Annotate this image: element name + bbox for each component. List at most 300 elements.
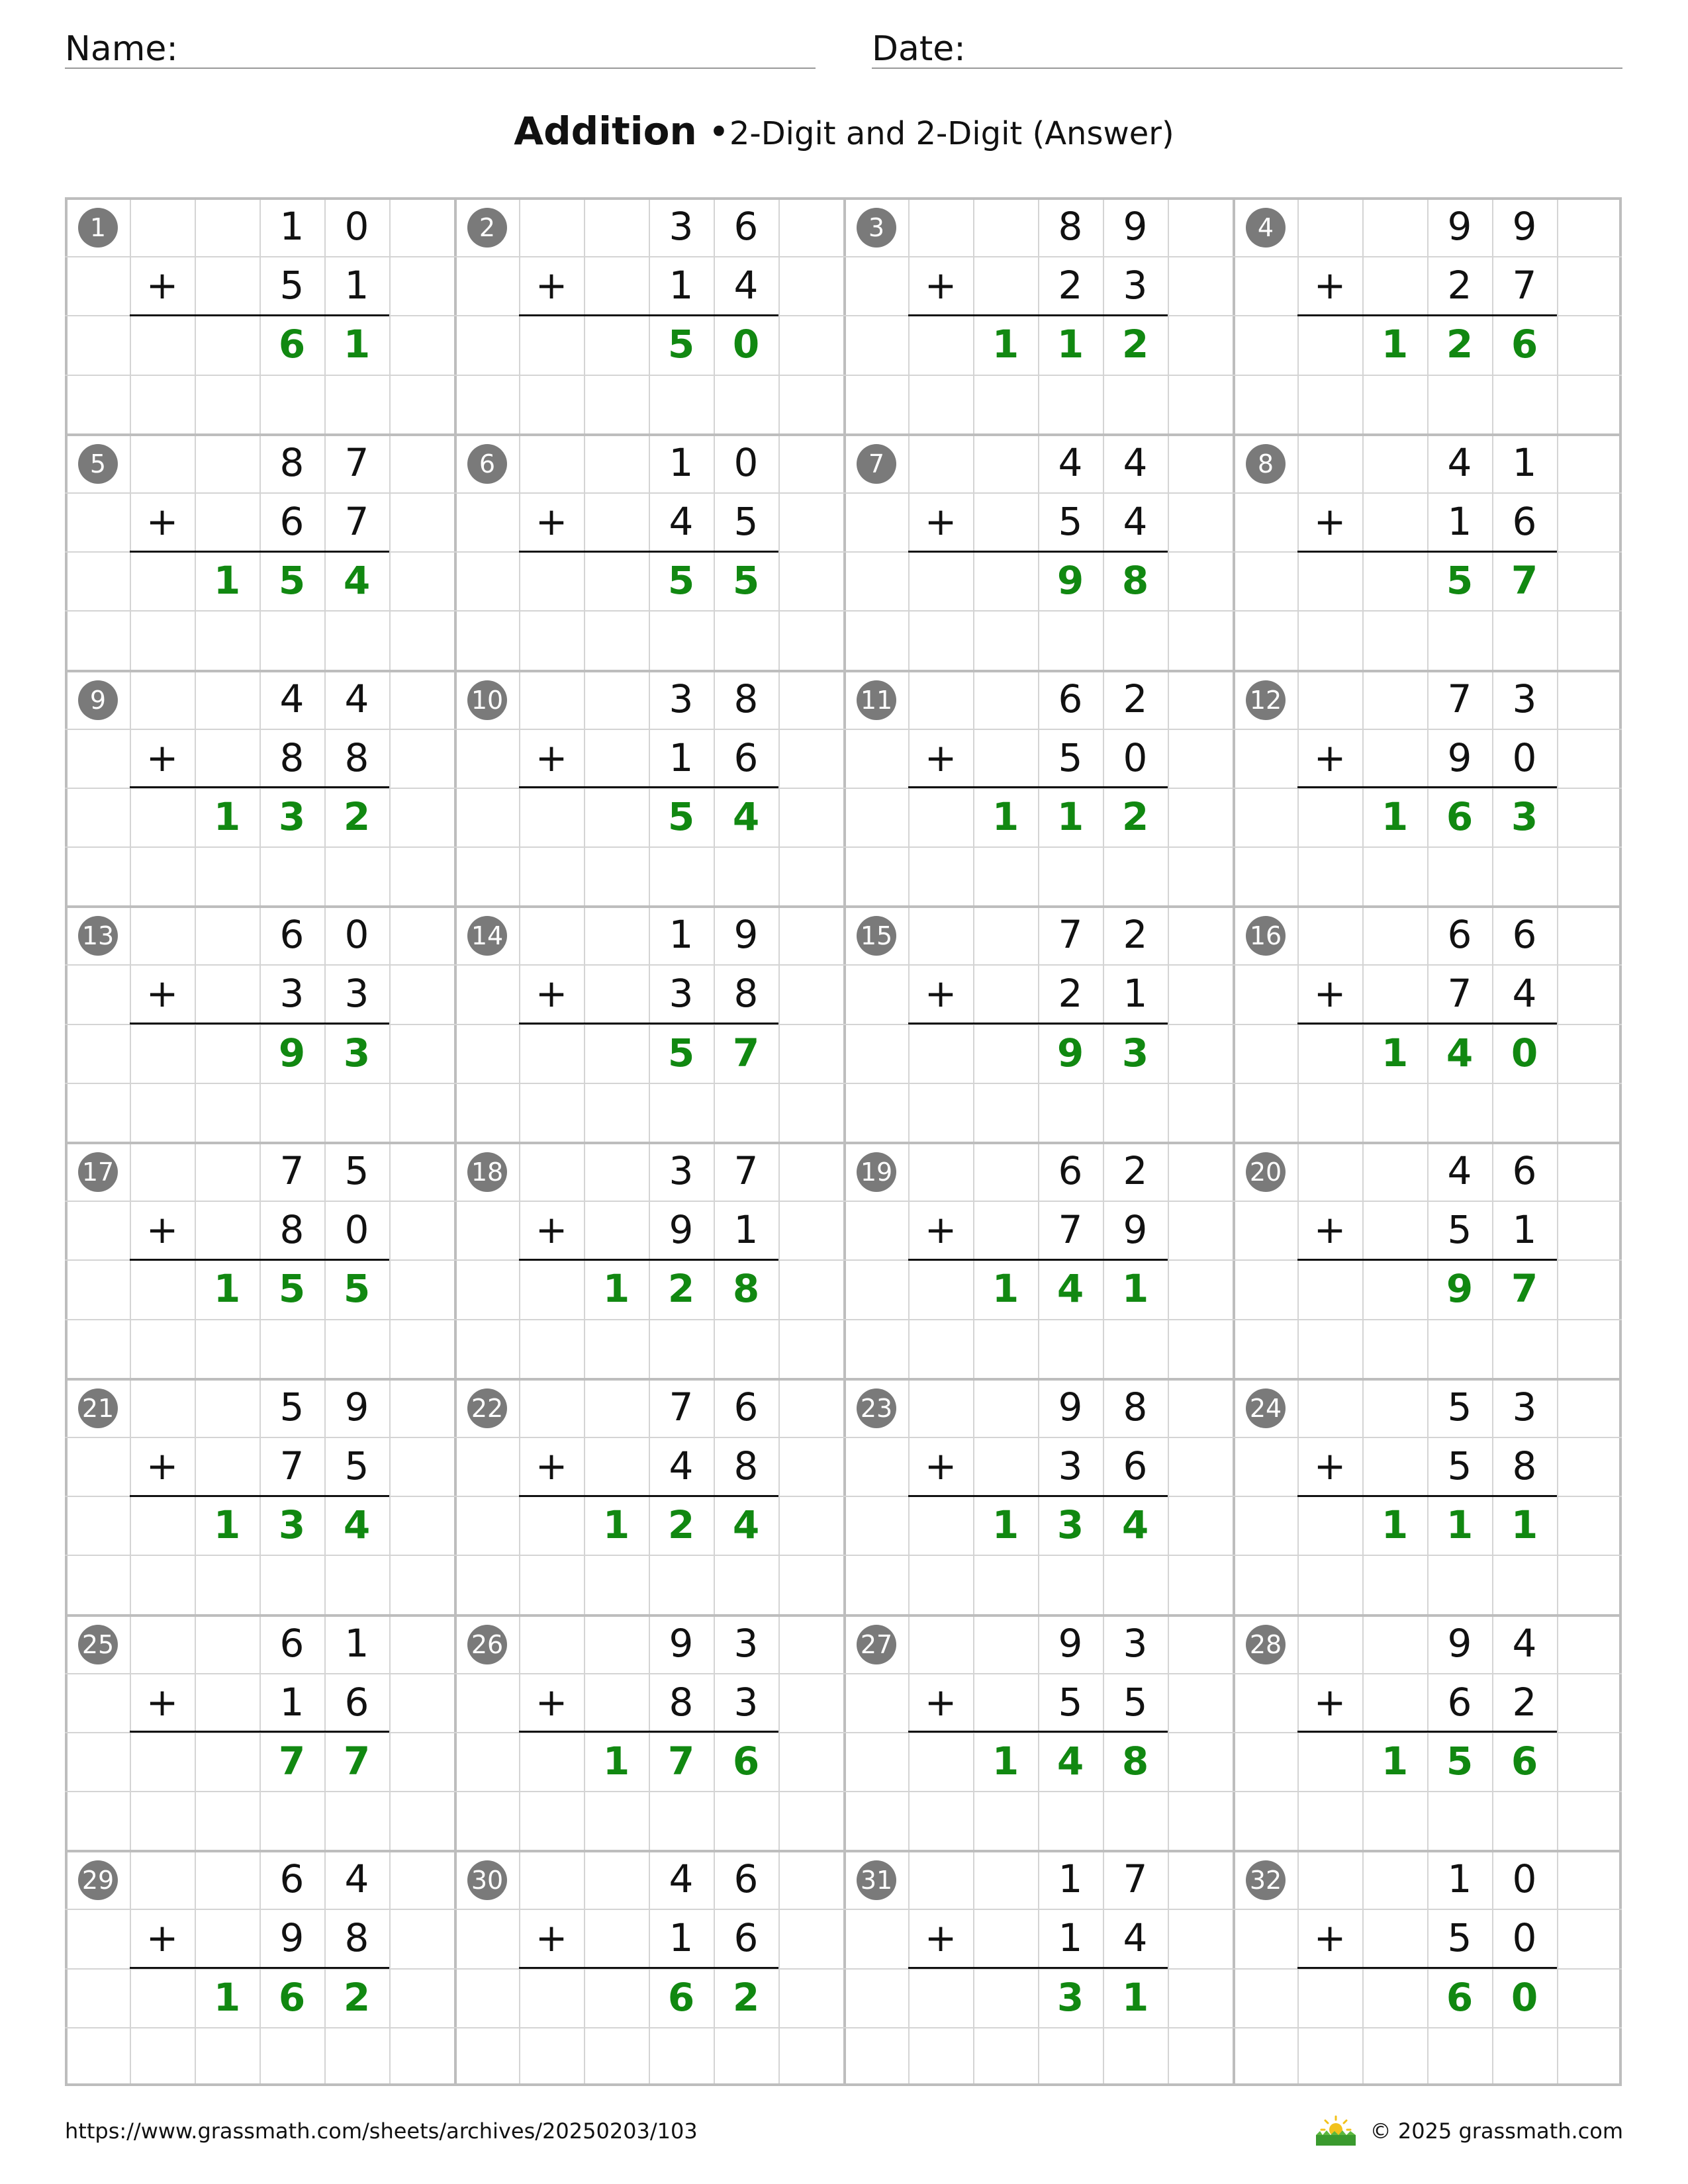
problem-10 bbox=[454, 670, 843, 906]
addend-top-digit: 3 bbox=[1512, 676, 1537, 721]
answer-digit: 4 bbox=[1056, 1738, 1084, 1784]
addend-bottom-digit: 5 bbox=[1058, 735, 1083, 780]
answer-digit: 3 bbox=[1121, 1030, 1149, 1075]
name-label: Name: bbox=[65, 29, 178, 69]
addend-top-digit: 2 bbox=[1123, 1148, 1148, 1193]
addend-bottom-digit: 5 bbox=[1058, 1679, 1083, 1725]
addend-top-digit: 4 bbox=[1058, 439, 1083, 485]
answer-digit: 1 bbox=[213, 794, 241, 839]
addend-top-digit: 7 bbox=[344, 439, 369, 485]
answer-digit: 3 bbox=[1056, 1974, 1084, 2020]
addend-bottom-digit: 8 bbox=[279, 1207, 305, 1253]
addend-top-digit: 9 bbox=[344, 1384, 369, 1430]
plus-operator: + bbox=[924, 263, 957, 308]
addend-bottom-digit: 4 bbox=[669, 1443, 694, 1488]
footer-brand bbox=[1313, 2114, 1623, 2148]
addend-top-digit: 9 bbox=[1058, 1384, 1083, 1430]
plus-operator: + bbox=[146, 498, 179, 544]
answer-digit: 7 bbox=[732, 1030, 760, 1075]
answer-digit: 6 bbox=[1446, 794, 1474, 839]
plus-operator: + bbox=[924, 1443, 957, 1488]
problem-number-badge: 18 bbox=[467, 1152, 507, 1192]
addend-top-digit: 0 bbox=[1512, 1856, 1537, 1902]
answer-digit: 1 bbox=[992, 1266, 1019, 1312]
answer-digit: 7 bbox=[343, 1738, 371, 1784]
addend-bottom-digit: 0 bbox=[1512, 1915, 1537, 1961]
addend-top-digit: 7 bbox=[1447, 676, 1472, 721]
problem-8 bbox=[1233, 433, 1622, 670]
problem-31 bbox=[843, 1850, 1233, 2086]
addend-top-digit: 6 bbox=[1058, 676, 1083, 721]
problem-14 bbox=[454, 905, 843, 1142]
plus-operator: + bbox=[1313, 1443, 1346, 1488]
plus-operator: + bbox=[924, 1915, 957, 1961]
plus-operator: + bbox=[1313, 735, 1346, 780]
answer-digit: 2 bbox=[1121, 794, 1149, 839]
answer-digit: 1 bbox=[1056, 794, 1084, 839]
answer-digit: 1 bbox=[213, 558, 241, 604]
answer-digit: 1 bbox=[992, 1502, 1019, 1548]
addend-bottom-digit: 4 bbox=[1123, 1915, 1148, 1961]
plus-operator: + bbox=[535, 1443, 568, 1488]
answer-digit: 7 bbox=[1511, 558, 1538, 604]
answer-digit: 5 bbox=[667, 1030, 695, 1075]
addend-bottom-digit: 9 bbox=[1123, 1207, 1148, 1253]
answer-digit: 2 bbox=[667, 1502, 695, 1548]
addend-bottom-digit: 5 bbox=[1447, 1207, 1472, 1253]
problem-number-badge: 26 bbox=[467, 1625, 507, 1664]
answer-digit: 2 bbox=[1446, 322, 1474, 367]
addend-top-digit: 9 bbox=[1512, 204, 1537, 249]
addend-top-digit: 4 bbox=[279, 676, 305, 721]
problem-number-badge: 9 bbox=[78, 680, 118, 720]
addend-top-digit: 3 bbox=[669, 1148, 694, 1193]
problem-number-badge: 22 bbox=[467, 1388, 507, 1428]
addend-bottom-digit: 6 bbox=[733, 735, 759, 780]
answer-digit: 1 bbox=[1121, 1266, 1149, 1312]
problem-number-badge: 31 bbox=[857, 1860, 896, 1900]
answer-digit: 3 bbox=[278, 794, 306, 839]
addend-bottom-digit: 3 bbox=[344, 971, 369, 1017]
title-subtitle: 2-Digit and 2-Digit (Answer) bbox=[729, 115, 1174, 152]
addend-top-digit: 6 bbox=[1512, 912, 1537, 958]
plus-operator: + bbox=[535, 498, 568, 544]
addend-top-digit: 7 bbox=[1058, 912, 1083, 958]
problem-number-badge: 30 bbox=[467, 1860, 507, 1900]
addend-bottom-digit: 7 bbox=[1512, 263, 1537, 308]
answer-digit: 4 bbox=[1121, 1502, 1149, 1548]
problem-23 bbox=[843, 1378, 1233, 1614]
answer-digit: 2 bbox=[667, 1266, 695, 1312]
addend-top-digit: 4 bbox=[669, 1856, 694, 1902]
addend-bottom-digit: 8 bbox=[344, 735, 369, 780]
answer-digit: 5 bbox=[343, 1266, 371, 1312]
problem-2 bbox=[454, 197, 843, 433]
answer-digit: 1 bbox=[602, 1266, 630, 1312]
answer-digit: 9 bbox=[1446, 1266, 1474, 1312]
addend-bottom-digit: 6 bbox=[1123, 1443, 1148, 1488]
plus-operator: + bbox=[1313, 971, 1346, 1017]
problem-22 bbox=[454, 1378, 843, 1614]
addend-bottom-digit: 6 bbox=[733, 1915, 759, 1961]
addend-bottom-digit: 6 bbox=[279, 498, 305, 544]
title-main: Addition bbox=[514, 109, 697, 154]
problem-number-badge: 5 bbox=[78, 444, 118, 484]
answer-digit: 2 bbox=[732, 1974, 760, 2020]
answer-digit: 8 bbox=[1121, 558, 1149, 604]
answer-digit: 6 bbox=[278, 322, 306, 367]
plus-operator: + bbox=[535, 1679, 568, 1725]
problem-number-badge: 17 bbox=[78, 1152, 118, 1192]
addend-bottom-digit: 2 bbox=[1447, 263, 1472, 308]
problem-28 bbox=[1233, 1614, 1622, 1850]
problem-25 bbox=[65, 1614, 454, 1850]
addend-bottom-digit: 1 bbox=[669, 735, 694, 780]
problem-number-badge: 6 bbox=[467, 444, 507, 484]
plus-operator: + bbox=[924, 498, 957, 544]
answer-digit: 6 bbox=[1511, 322, 1538, 367]
answer-digit: 1 bbox=[213, 1266, 241, 1312]
addend-top-digit: 0 bbox=[344, 912, 369, 958]
answer-digit: 1 bbox=[602, 1502, 630, 1548]
answer-digit: 1 bbox=[602, 1738, 630, 1784]
addend-top-digit: 6 bbox=[279, 1856, 305, 1902]
plus-operator: + bbox=[535, 263, 568, 308]
problem-number-badge: 21 bbox=[78, 1388, 118, 1428]
addend-bottom-digit: 8 bbox=[279, 735, 305, 780]
problem-number-badge: 25 bbox=[78, 1625, 118, 1664]
addend-bottom-digit: 5 bbox=[1058, 498, 1083, 544]
problem-number-badge: 10 bbox=[467, 680, 507, 720]
problem-19 bbox=[843, 1142, 1233, 1378]
problem-number-badge: 4 bbox=[1246, 208, 1286, 248]
answer-digit: 1 bbox=[1511, 1502, 1538, 1548]
problem-29 bbox=[65, 1850, 454, 2086]
plus-operator: + bbox=[146, 263, 179, 308]
date-label: Date: bbox=[872, 29, 966, 69]
problem-number-badge: 2 bbox=[467, 208, 507, 248]
answer-digit: 6 bbox=[1511, 1738, 1538, 1784]
answer-digit: 3 bbox=[1511, 794, 1538, 839]
addend-top-digit: 4 bbox=[1447, 1148, 1472, 1193]
answer-digit: 9 bbox=[1056, 558, 1084, 604]
addend-bottom-digit: 8 bbox=[1512, 1443, 1537, 1488]
addend-top-digit: 3 bbox=[1123, 1620, 1148, 1666]
addend-bottom-digit: 6 bbox=[1512, 498, 1537, 544]
addend-bottom-digit: 2 bbox=[1512, 1679, 1537, 1725]
problem-number-badge: 27 bbox=[857, 1625, 896, 1664]
addend-bottom-digit: 4 bbox=[1512, 971, 1537, 1017]
addend-top-digit: 7 bbox=[279, 1148, 305, 1193]
answer-digit: 4 bbox=[1446, 1030, 1474, 1075]
answer-digit: 5 bbox=[1446, 1738, 1474, 1784]
answer-digit: 1 bbox=[1381, 794, 1409, 839]
problem-number-badge: 19 bbox=[857, 1152, 896, 1192]
answer-digit: 1 bbox=[213, 1974, 241, 2020]
plus-operator: + bbox=[146, 1207, 179, 1253]
addend-bottom-digit: 3 bbox=[1058, 1443, 1083, 1488]
addend-top-digit: 4 bbox=[1123, 439, 1148, 485]
addend-top-digit: 0 bbox=[733, 439, 759, 485]
answer-digit: 7 bbox=[1511, 1266, 1538, 1312]
answer-digit: 4 bbox=[343, 558, 371, 604]
plus-operator: + bbox=[146, 735, 179, 780]
addend-bottom-digit: 5 bbox=[1447, 1443, 1472, 1488]
addend-top-digit: 6 bbox=[733, 1856, 759, 1902]
date-field[interactable] bbox=[872, 20, 1622, 69]
problem-number-badge: 1 bbox=[78, 208, 118, 248]
addend-top-digit: 1 bbox=[1512, 439, 1537, 485]
problem-number-badge: 7 bbox=[857, 444, 896, 484]
addend-bottom-digit: 0 bbox=[344, 1207, 369, 1253]
addend-top-digit: 9 bbox=[1447, 1620, 1472, 1666]
answer-digit: 4 bbox=[732, 1502, 760, 1548]
addend-top-digit: 5 bbox=[344, 1148, 369, 1193]
addend-top-digit: 1 bbox=[669, 912, 694, 958]
answer-digit: 2 bbox=[343, 794, 371, 839]
addend-top-digit: 8 bbox=[1123, 1384, 1148, 1430]
plus-operator: + bbox=[924, 1207, 957, 1253]
addend-top-digit: 9 bbox=[733, 912, 759, 958]
addend-bottom-digit: 1 bbox=[733, 1207, 759, 1253]
answer-digit: 5 bbox=[667, 794, 695, 839]
problem-number-badge: 32 bbox=[1246, 1860, 1286, 1900]
plus-operator: + bbox=[924, 971, 957, 1017]
problem-20 bbox=[1233, 1142, 1622, 1378]
answer-digit: 1 bbox=[1381, 1030, 1409, 1075]
problem-16 bbox=[1233, 905, 1622, 1142]
answer-digit: 5 bbox=[278, 558, 306, 604]
problem-24 bbox=[1233, 1378, 1622, 1614]
plus-operator: + bbox=[1313, 498, 1346, 544]
addend-top-digit: 1 bbox=[1058, 1856, 1083, 1902]
problem-number-badge: 13 bbox=[78, 916, 118, 956]
name-field[interactable] bbox=[65, 20, 816, 69]
plus-operator: + bbox=[1313, 263, 1346, 308]
addend-bottom-digit: 6 bbox=[1447, 1679, 1472, 1725]
addend-bottom-digit: 4 bbox=[669, 498, 694, 544]
answer-digit: 4 bbox=[1056, 1266, 1084, 1312]
addend-bottom-digit: 5 bbox=[344, 1443, 369, 1488]
addend-top-digit: 2 bbox=[1123, 912, 1148, 958]
answer-digit: 3 bbox=[343, 1030, 371, 1075]
addend-bottom-digit: 5 bbox=[279, 263, 305, 308]
answer-digit: 0 bbox=[1511, 1030, 1538, 1075]
problem-18 bbox=[454, 1142, 843, 1378]
addend-bottom-digit: 8 bbox=[733, 1443, 759, 1488]
answer-digit: 7 bbox=[667, 1738, 695, 1784]
problem-17 bbox=[65, 1142, 454, 1378]
addend-bottom-digit: 2 bbox=[1058, 263, 1083, 308]
problem-6 bbox=[454, 433, 843, 670]
problem-number-badge: 8 bbox=[1246, 444, 1286, 484]
problem-number-badge: 12 bbox=[1246, 680, 1286, 720]
problem-number-badge: 11 bbox=[857, 680, 896, 720]
plus-operator: + bbox=[535, 1207, 568, 1253]
answer-digit: 1 bbox=[1446, 1502, 1474, 1548]
answer-digit: 1 bbox=[343, 322, 371, 367]
addend-top-digit: 4 bbox=[344, 676, 369, 721]
addend-bottom-digit: 2 bbox=[1058, 971, 1083, 1017]
addend-top-digit: 6 bbox=[279, 912, 305, 958]
addend-bottom-digit: 7 bbox=[344, 498, 369, 544]
answer-digit: 0 bbox=[732, 322, 760, 367]
answer-digit: 4 bbox=[343, 1502, 371, 1548]
addend-top-digit: 5 bbox=[279, 1384, 305, 1430]
problem-9 bbox=[65, 670, 454, 906]
problem-12 bbox=[1233, 670, 1622, 906]
addend-bottom-digit: 3 bbox=[279, 971, 305, 1017]
answer-digit: 5 bbox=[732, 558, 760, 604]
answer-digit: 5 bbox=[278, 1266, 306, 1312]
answer-digit: 1 bbox=[992, 1738, 1019, 1784]
plus-operator: + bbox=[535, 1915, 568, 1961]
addend-bottom-digit: 5 bbox=[733, 498, 759, 544]
answer-digit: 5 bbox=[1446, 558, 1474, 604]
title-separator: • bbox=[708, 111, 729, 153]
addend-bottom-digit: 9 bbox=[279, 1915, 305, 1961]
addend-top-digit: 8 bbox=[733, 676, 759, 721]
addend-bottom-digit: 7 bbox=[1447, 971, 1472, 1017]
grass-sun-logo-icon bbox=[1313, 2114, 1358, 2148]
addend-bottom-digit: 1 bbox=[1058, 1915, 1083, 1961]
answer-digit: 1 bbox=[1381, 1502, 1409, 1548]
plus-operator: + bbox=[146, 1679, 179, 1725]
addend-top-digit: 7 bbox=[733, 1148, 759, 1193]
answer-digit: 8 bbox=[1121, 1738, 1149, 1784]
answer-digit: 2 bbox=[343, 1974, 371, 2020]
addend-top-digit: 3 bbox=[669, 204, 694, 249]
problem-number-badge: 3 bbox=[857, 208, 896, 248]
plus-operator: + bbox=[535, 735, 568, 780]
plus-operator: + bbox=[1313, 1679, 1346, 1725]
addend-top-digit: 3 bbox=[1512, 1384, 1537, 1430]
addend-bottom-digit: 1 bbox=[669, 263, 694, 308]
addend-top-digit: 9 bbox=[1123, 204, 1148, 249]
addend-bottom-digit: 1 bbox=[279, 1679, 305, 1725]
answer-digit: 6 bbox=[732, 1738, 760, 1784]
addend-bottom-digit: 1 bbox=[344, 263, 369, 308]
problem-7 bbox=[843, 433, 1233, 670]
problem-number-badge: 29 bbox=[78, 1860, 118, 1900]
answer-digit: 6 bbox=[667, 1974, 695, 2020]
problem-number-badge: 28 bbox=[1246, 1625, 1286, 1664]
problem-1 bbox=[65, 197, 454, 433]
addend-bottom-digit: 8 bbox=[669, 1679, 694, 1725]
addend-top-digit: 8 bbox=[279, 439, 305, 485]
footer-url: https://www.grassmath.com/sheets/archives/20250203/103 bbox=[65, 2118, 698, 2144]
addend-bottom-digit: 1 bbox=[669, 1915, 694, 1961]
problem-number-badge: 24 bbox=[1246, 1388, 1286, 1428]
addend-bottom-digit: 4 bbox=[1123, 498, 1148, 544]
answer-digit: 1 bbox=[1121, 1974, 1149, 2020]
addend-top-digit: 7 bbox=[669, 1384, 694, 1430]
plus-operator: + bbox=[1313, 1207, 1346, 1253]
addend-top-digit: 8 bbox=[1058, 204, 1083, 249]
answer-digit: 1 bbox=[213, 1502, 241, 1548]
answer-digit: 1 bbox=[992, 794, 1019, 839]
addend-bottom-digit: 4 bbox=[733, 263, 759, 308]
problem-5 bbox=[65, 433, 454, 670]
addend-top-digit: 6 bbox=[1447, 912, 1472, 958]
answer-digit: 1 bbox=[1381, 1738, 1409, 1784]
answer-digit: 8 bbox=[732, 1266, 760, 1312]
problem-number-badge: 14 bbox=[467, 916, 507, 956]
plus-operator: + bbox=[1313, 1915, 1346, 1961]
addend-top-digit: 6 bbox=[733, 1384, 759, 1430]
worksheet-title bbox=[0, 105, 1688, 160]
problem-11 bbox=[843, 670, 1233, 906]
plus-operator: + bbox=[924, 1679, 957, 1725]
answer-digit: 9 bbox=[1056, 1030, 1084, 1075]
problem-15 bbox=[843, 905, 1233, 1142]
addend-top-digit: 1 bbox=[1447, 1856, 1472, 1902]
answer-digit: 1 bbox=[1381, 322, 1409, 367]
addend-top-digit: 5 bbox=[1447, 1384, 1472, 1430]
addend-bottom-digit: 3 bbox=[669, 971, 694, 1017]
answer-digit: 7 bbox=[278, 1738, 306, 1784]
addend-top-digit: 6 bbox=[1058, 1148, 1083, 1193]
answer-digit: 6 bbox=[278, 1974, 306, 2020]
answer-digit: 9 bbox=[278, 1030, 306, 1075]
answer-digit: 0 bbox=[1511, 1974, 1538, 2020]
addend-top-digit: 4 bbox=[344, 1856, 369, 1902]
addend-bottom-digit: 9 bbox=[1447, 735, 1472, 780]
addend-bottom-digit: 1 bbox=[1447, 498, 1472, 544]
problem-grid bbox=[65, 197, 1622, 2086]
answer-digit: 3 bbox=[278, 1502, 306, 1548]
problem-27 bbox=[843, 1614, 1233, 1850]
addend-top-digit: 2 bbox=[1123, 676, 1148, 721]
addend-top-digit: 4 bbox=[1512, 1620, 1537, 1666]
problem-4 bbox=[1233, 197, 1622, 433]
problem-number-badge: 15 bbox=[857, 916, 896, 956]
problem-13 bbox=[65, 905, 454, 1142]
problem-21 bbox=[65, 1378, 454, 1614]
addend-top-digit: 1 bbox=[344, 1620, 369, 1666]
problem-3 bbox=[843, 197, 1233, 433]
addend-bottom-digit: 0 bbox=[1123, 735, 1148, 780]
addend-top-digit: 0 bbox=[344, 204, 369, 249]
plus-operator: + bbox=[146, 1443, 179, 1488]
addend-bottom-digit: 1 bbox=[1123, 971, 1148, 1017]
problem-32 bbox=[1233, 1850, 1622, 2086]
addend-bottom-digit: 6 bbox=[344, 1679, 369, 1725]
addend-top-digit: 9 bbox=[1058, 1620, 1083, 1666]
problem-30 bbox=[454, 1850, 843, 2086]
addend-top-digit: 4 bbox=[1447, 439, 1472, 485]
addend-top-digit: 6 bbox=[1512, 1148, 1537, 1193]
addend-top-digit: 7 bbox=[1123, 1856, 1148, 1902]
answer-digit: 2 bbox=[1121, 322, 1149, 367]
answer-digit: 6 bbox=[1446, 1974, 1474, 2020]
addend-top-digit: 9 bbox=[1447, 204, 1472, 249]
addend-bottom-digit: 8 bbox=[344, 1915, 369, 1961]
copyright-text: © 2025 grassmath.com bbox=[1370, 2118, 1623, 2144]
addend-bottom-digit: 0 bbox=[1512, 735, 1537, 780]
problem-number-badge: 16 bbox=[1246, 916, 1286, 956]
plus-operator: + bbox=[924, 735, 957, 780]
addend-top-digit: 6 bbox=[733, 204, 759, 249]
addend-top-digit: 6 bbox=[279, 1620, 305, 1666]
plus-operator: + bbox=[535, 971, 568, 1017]
answer-digit: 5 bbox=[667, 322, 695, 367]
addend-top-digit: 9 bbox=[669, 1620, 694, 1666]
addend-top-digit: 3 bbox=[669, 676, 694, 721]
answer-digit: 5 bbox=[667, 558, 695, 604]
answer-digit: 3 bbox=[1056, 1502, 1084, 1548]
problem-number-badge: 20 bbox=[1246, 1152, 1286, 1192]
